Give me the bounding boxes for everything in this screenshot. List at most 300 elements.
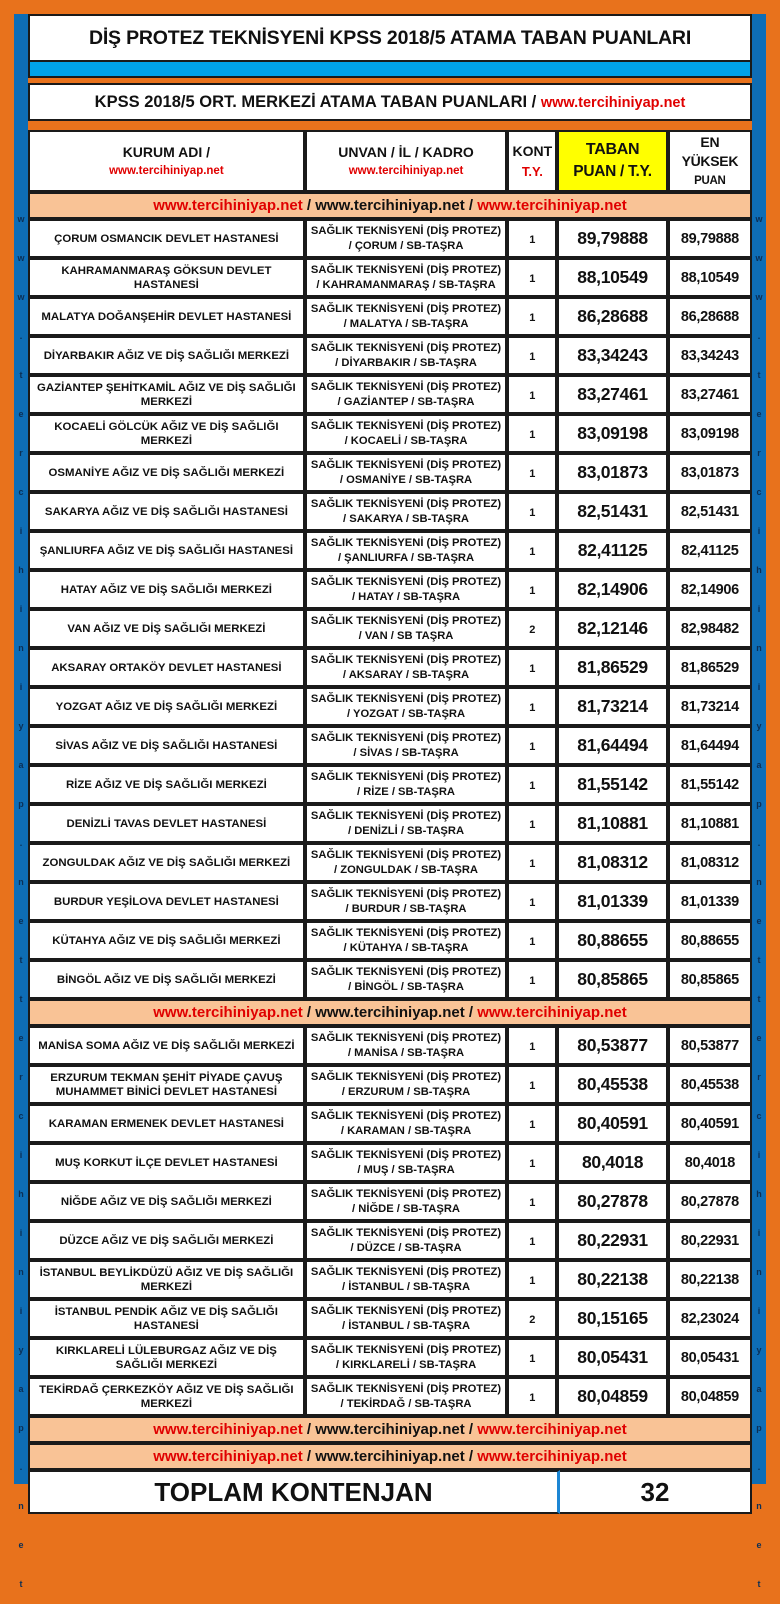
watermark-letter: t — [757, 1579, 761, 1589]
table-row — [28, 531, 752, 570]
watermark-letter: a — [756, 760, 762, 770]
cell-taban-puan — [557, 726, 667, 765]
il-kadro-text: / ÇORUM / SB-TAŞRA — [348, 239, 464, 252]
unvan-text: SAĞLIK TEKNİSYENİ (DİŞ PROTEZ) — [310, 1344, 502, 1357]
cell-taban-puan — [557, 1299, 667, 1338]
unvan-text: SAĞLIK TEKNİSYENİ (DİŞ PROTEZ) — [310, 381, 502, 394]
watermark-letter: i — [19, 682, 23, 692]
cell-en-yuksek-puan — [668, 1182, 752, 1221]
separator-url-2[interactable]: www.tercihiniyap.net — [315, 1448, 465, 1466]
cell-en-yuksek-puan — [668, 570, 752, 609]
kontenjan-value: 1 — [529, 1391, 536, 1404]
kontenjan-value: 1 — [529, 1196, 536, 1209]
table-row — [28, 1104, 752, 1143]
cell-kurum-adi — [28, 921, 305, 960]
separator-url-2[interactable]: www.tercihiniyap.net — [315, 197, 465, 215]
watermark-letter: i — [757, 682, 761, 692]
il-kadro-text: / KAHRAMANMARAŞ / SB-TAŞRA — [316, 278, 496, 291]
cell-unvan-il-kadro — [305, 531, 508, 570]
kurum-text: TEKİRDAĞ ÇERKEZKÖY AĞIZ VE DİŞ SAĞLIĞI MERKEZİ — [39, 1383, 294, 1410]
table-row — [28, 336, 752, 375]
cell-en-yuksek-puan — [668, 765, 752, 804]
cell-en-yuksek-puan — [668, 336, 752, 375]
watermark-letter: h — [756, 1189, 762, 1199]
cell-unvan-il-kadro — [305, 1299, 508, 1338]
watermark-separator-row — [28, 1443, 752, 1470]
cell-unvan-il-kadro — [305, 804, 508, 843]
kontenjan-value: 1 — [529, 389, 536, 402]
en-yuksek-puan-value: 81,10881 — [680, 815, 739, 832]
taban-puan-value: 81,10881 — [577, 813, 648, 834]
watermark-letter: . — [757, 838, 761, 848]
kurum-text: KAHRAMANMARAŞ GÖKSUN DEVLET HASTANESİ — [61, 264, 272, 291]
unvan-text: SAĞLIK TEKNİSYENİ (DİŞ PROTEZ) — [310, 615, 502, 628]
il-kadro-text: / KARAMAN / SB-TAŞRA — [340, 1124, 472, 1137]
kontenjan-value: 1 — [529, 428, 536, 441]
cell-kontenjan — [507, 609, 557, 648]
cell-taban-puan — [557, 1065, 667, 1104]
en-yuksek-puan-value: 83,09198 — [680, 425, 739, 442]
watermark-letter: i — [19, 526, 23, 536]
kontenjan-value: 1 — [529, 896, 536, 909]
watermark-separator-cell — [28, 192, 752, 219]
cell-unvan-il-kadro — [305, 726, 508, 765]
cell-kontenjan — [507, 804, 557, 843]
watermark-letter: i — [19, 1228, 23, 1238]
il-kadro-text: / MANİSA / SB-TAŞRA — [347, 1046, 465, 1059]
unvan-text: SAĞLIK TEKNİSYENİ (DİŞ PROTEZ) — [310, 849, 502, 862]
cell-en-yuksek-puan — [668, 1143, 752, 1182]
header-cell-unvan — [305, 130, 508, 192]
cell-unvan-il-kadro — [305, 1338, 508, 1377]
table-row — [28, 1299, 752, 1338]
watermark-letter: t — [757, 955, 761, 965]
en-yuksek-puan-value: 83,27461 — [680, 386, 739, 403]
table-row — [28, 765, 752, 804]
kurum-text: ŞANLIURFA AĞIZ VE DİŞ SAĞLIĞI HASTANESİ — [39, 544, 294, 557]
watermark-letter: w — [17, 214, 25, 224]
cell-en-yuksek-puan — [668, 297, 752, 336]
cell-taban-puan — [557, 531, 667, 570]
cell-kontenjan — [507, 219, 557, 258]
watermark-letter: t — [19, 994, 23, 1004]
header-taban-sublabel: PUAN / T.Y. — [573, 162, 652, 180]
cell-kurum-adi — [28, 453, 305, 492]
watermark-letter: c — [756, 1111, 762, 1121]
cell-kontenjan — [507, 1182, 557, 1221]
unvan-text: SAĞLIK TEKNİSYENİ (DİŞ PROTEZ) — [310, 1110, 502, 1123]
kontenjan-value: 1 — [529, 467, 536, 480]
taban-puan-value: 80,88655 — [577, 930, 648, 951]
en-yuksek-puan-value: 81,64494 — [680, 737, 739, 754]
header-cell-taban-puan — [557, 130, 667, 192]
kontenjan-value: 1 — [529, 935, 536, 948]
cyan-divider-bar — [28, 62, 752, 78]
unvan-text: SAĞLIK TEKNİSYENİ (DİŞ PROTEZ) — [310, 732, 502, 745]
cell-kurum-adi — [28, 1221, 305, 1260]
taban-puan-value: 80,53877 — [577, 1035, 648, 1056]
separator-url-3[interactable]: www.tercihiniyap.net — [477, 1004, 627, 1022]
en-yuksek-puan-value: 80,27878 — [680, 1193, 739, 1210]
watermark-letter: n — [756, 877, 762, 887]
kurum-text: İSTANBUL PENDİK AĞIZ VE DİŞ SAĞLIĞI HASTANESİ — [54, 1305, 278, 1332]
en-yuksek-puan-value: 81,08312 — [680, 854, 739, 871]
separator-url-3[interactable]: www.tercihiniyap.net — [477, 197, 627, 215]
cell-taban-puan — [557, 765, 667, 804]
cell-kurum-adi — [28, 804, 305, 843]
cell-taban-puan — [557, 648, 667, 687]
en-yuksek-puan-value: 82,98482 — [680, 620, 739, 637]
cell-en-yuksek-puan — [668, 1338, 752, 1377]
cell-kontenjan — [507, 726, 557, 765]
cell-kurum-adi — [28, 1026, 305, 1065]
unvan-text: SAĞLIK TEKNİSYENİ (DİŞ PROTEZ) — [310, 1071, 502, 1084]
watermark-separator-cell — [28, 999, 752, 1026]
table-row — [28, 609, 752, 648]
taban-puan-value: 80,22138 — [577, 1269, 648, 1290]
cell-taban-puan — [557, 414, 667, 453]
en-yuksek-puan-value: 86,28688 — [680, 308, 739, 325]
cell-kontenjan — [507, 258, 557, 297]
cell-kurum-adi — [28, 1104, 305, 1143]
il-kadro-text: / GAZİANTEP / SB-TAŞRA — [337, 395, 475, 408]
watermark-letter: a — [756, 1384, 762, 1394]
header-yuksek-label: EN YÜKSEK — [681, 134, 739, 169]
unvan-text: SAĞLIK TEKNİSYENİ (DİŞ PROTEZ) — [310, 303, 502, 316]
watermark-letter: i — [19, 1150, 23, 1160]
kurum-text: BİNGÖL AĞIZ VE DİŞ SAĞLIĞI MERKEZİ — [56, 973, 276, 986]
taban-puan-value: 80,45538 — [577, 1074, 648, 1095]
cell-en-yuksek-puan — [668, 1065, 752, 1104]
cell-en-yuksek-puan — [668, 1026, 752, 1065]
watermark-letter: . — [757, 1462, 761, 1472]
taban-puan-value: 83,01873 — [577, 462, 648, 483]
watermark-letter: e — [18, 409, 24, 419]
en-yuksek-puan-value: 81,01339 — [680, 893, 739, 910]
cell-unvan-il-kadro — [305, 297, 508, 336]
unvan-text: SAĞLIK TEKNİSYENİ (DİŞ PROTEZ) — [310, 1266, 502, 1279]
separator-url-1[interactable]: www.tercihiniyap.net — [153, 1421, 303, 1439]
cell-taban-puan — [557, 492, 667, 531]
watermark-letter: a — [18, 1384, 24, 1394]
unvan-text: SAĞLIK TEKNİSYENİ (DİŞ PROTEZ) — [310, 810, 502, 823]
en-yuksek-puan-value: 80,4018 — [684, 1154, 736, 1171]
taban-puan-value: 81,73214 — [577, 696, 648, 717]
unvan-text: SAĞLIK TEKNİSYENİ (DİŞ PROTEZ) — [310, 1032, 502, 1045]
kontenjan-value: 1 — [529, 545, 536, 558]
taban-puan-value: 80,27878 — [577, 1191, 648, 1212]
cell-kontenjan — [507, 882, 557, 921]
cell-kontenjan — [507, 1065, 557, 1104]
cell-en-yuksek-puan — [668, 1260, 752, 1299]
cell-taban-puan — [557, 1104, 667, 1143]
taban-puan-value: 88,10549 — [577, 267, 648, 288]
taban-puan-value: 80,04859 — [577, 1386, 648, 1407]
kontenjan-value: 1 — [529, 740, 536, 753]
total-row — [28, 1470, 752, 1514]
kurum-text: DİYARBAKIR AĞIZ VE DİŞ SAĞLIĞI MERKEZİ — [43, 349, 290, 362]
en-yuksek-puan-value: 80,05431 — [680, 1349, 739, 1366]
taban-puan-value: 82,12146 — [577, 618, 648, 639]
en-yuksek-puan-value: 81,86529 — [680, 659, 739, 676]
table-row — [28, 414, 752, 453]
cell-kurum-adi — [28, 1182, 305, 1221]
cell-en-yuksek-puan — [668, 219, 752, 258]
table-row — [28, 1143, 752, 1182]
cell-kontenjan — [507, 336, 557, 375]
total-value: 32 — [560, 1470, 752, 1514]
taban-puan-value: 81,55142 — [577, 774, 648, 795]
kurum-text: ZONGULDAK AĞIZ VE DİŞ SAĞLIĞI MERKEZİ — [42, 856, 291, 869]
watermark-letter: c — [18, 487, 24, 497]
watermark-letter: w — [17, 253, 25, 263]
header-unvan-label: UNVAN / İL / KADRO — [338, 144, 474, 161]
watermark-letter: e — [18, 916, 24, 926]
separator-slash-2: / — [464, 1421, 478, 1439]
cell-en-yuksek-puan — [668, 1377, 752, 1416]
watermark-letter: n — [756, 1501, 762, 1511]
table-row — [28, 1221, 752, 1260]
cell-kurum-adi — [28, 609, 305, 648]
watermark-letter: i — [19, 1306, 23, 1316]
kontenjan-value: 1 — [529, 1118, 536, 1131]
taban-puan-value: 81,64494 — [577, 735, 648, 756]
cell-en-yuksek-puan — [668, 1104, 752, 1143]
cell-unvan-il-kadro — [305, 843, 508, 882]
cell-kurum-adi — [28, 297, 305, 336]
cell-taban-puan — [557, 843, 667, 882]
cell-kontenjan — [507, 648, 557, 687]
taban-puan-value: 82,51431 — [577, 501, 648, 522]
watermark-letter: r — [757, 1072, 761, 1082]
table-row — [28, 1182, 752, 1221]
kurum-text: YOZGAT AĞIZ VE DİŞ SAĞLIĞI MERKEZİ — [55, 700, 278, 713]
table-row — [28, 453, 752, 492]
watermark-separator-row — [28, 999, 752, 1026]
separator-slash-2: / — [464, 1448, 478, 1466]
cell-en-yuksek-puan — [668, 531, 752, 570]
unvan-text: SAĞLIK TEKNİSYENİ (DİŞ PROTEZ) — [310, 537, 502, 550]
cell-taban-puan — [557, 609, 667, 648]
table-row — [28, 960, 752, 999]
cell-unvan-il-kadro — [305, 765, 508, 804]
separator-url-2[interactable]: www.tercihiniyap.net — [315, 1004, 465, 1022]
kontenjan-value: 1 — [529, 1235, 536, 1248]
taban-puan-value: 80,85865 — [577, 969, 648, 990]
kontenjan-value: 1 — [529, 701, 536, 714]
kurum-text: KÜTAHYA AĞIZ VE DİŞ SAĞLIĞI MERKEZİ — [52, 934, 281, 947]
cell-unvan-il-kadro — [305, 1143, 508, 1182]
en-yuksek-puan-value: 89,79888 — [680, 230, 739, 247]
kontenjan-value: 1 — [529, 974, 536, 987]
il-kadro-text: / DENİZLİ / SB-TAŞRA — [348, 824, 465, 837]
kurum-text: İSTANBUL BEYLİKDÜZÜ AĞIZ VE DİŞ SAĞLIĞI MERKEZİ — [39, 1266, 294, 1293]
separator-url-1[interactable]: www.tercihiniyap.net — [153, 197, 303, 215]
cell-kontenjan — [507, 843, 557, 882]
en-yuksek-puan-value: 82,23024 — [680, 1310, 739, 1327]
unvan-text: SAĞLIK TEKNİSYENİ (DİŞ PROTEZ) — [310, 1227, 502, 1240]
scores-table — [28, 130, 752, 1470]
watermark-letter: y — [18, 1345, 24, 1355]
cell-kontenjan — [507, 765, 557, 804]
unvan-text: SAĞLIK TEKNİSYENİ (DİŞ PROTEZ) — [310, 342, 502, 355]
taban-puan-value: 80,40591 — [577, 1113, 648, 1134]
cell-unvan-il-kadro — [305, 921, 508, 960]
table-row — [28, 687, 752, 726]
il-kadro-text: / SAKARYA / SB-TAŞRA — [343, 512, 470, 525]
cell-taban-puan — [557, 258, 667, 297]
taban-puan-value: 81,01339 — [577, 891, 648, 912]
taban-puan-value: 82,14906 — [577, 579, 648, 600]
watermark-letter: h — [18, 565, 24, 575]
watermark-letter: n — [18, 877, 24, 887]
kurum-text: AKSARAY ORTAKÖY DEVLET HASTANESİ — [51, 661, 282, 674]
cell-unvan-il-kadro — [305, 570, 508, 609]
watermark-letter: n — [756, 1267, 762, 1277]
watermark-letter: e — [18, 1033, 24, 1043]
taban-puan-value: 89,79888 — [577, 228, 648, 249]
separator-url-3[interactable]: www.tercihiniyap.net — [477, 1421, 627, 1439]
kurum-text: VAN AĞIZ VE DİŞ SAĞLIĞI MERKEZİ — [67, 622, 266, 635]
unvan-text: SAĞLIK TEKNİSYENİ (DİŞ PROTEZ) — [310, 693, 502, 706]
watermark-letter: y — [756, 721, 762, 731]
cell-taban-puan — [557, 1143, 667, 1182]
il-kadro-text: / KIRKLARELİ / SB-TAŞRA — [335, 1358, 477, 1371]
watermark-letter: n — [18, 1267, 24, 1277]
taban-puan-value: 80,15165 — [577, 1308, 648, 1329]
cell-kurum-adi — [28, 414, 305, 453]
separator-url-1[interactable]: www.tercihiniyap.net — [153, 1448, 303, 1466]
table-header-row — [28, 130, 752, 192]
kurum-text: GAZİANTEP ŞEHİTKAMİL AĞIZ VE DİŞ SAĞLIĞI MERKEZİ — [37, 381, 296, 408]
cell-unvan-il-kadro — [305, 960, 508, 999]
cell-en-yuksek-puan — [668, 375, 752, 414]
kurum-text: MANİSA SOMA AĞIZ VE DİŞ SAĞLIĞI MERKEZİ — [38, 1039, 295, 1052]
cell-kontenjan — [507, 492, 557, 531]
header-kont-sublabel: T.Y. — [521, 163, 543, 179]
cell-taban-puan — [557, 297, 667, 336]
subtitle-main-text: KPSS 2018/5 ORT. MERKEZİ ATAMA TABAN PUANLARI / — [94, 93, 541, 111]
cell-kontenjan — [507, 921, 557, 960]
kontenjan-value: 2 — [529, 623, 536, 636]
kontenjan-value: 1 — [529, 584, 536, 597]
kurum-text: BURDUR YEŞİLOVA DEVLET HASTANESİ — [53, 895, 279, 908]
kurum-text: MUŞ KORKUT İLÇE DEVLET HASTANESİ — [55, 1156, 278, 1169]
cell-kurum-adi — [28, 531, 305, 570]
watermark-letter: i — [757, 604, 761, 614]
watermark-letter: w — [755, 253, 763, 263]
cell-kontenjan — [507, 453, 557, 492]
watermark-letter: y — [756, 1345, 762, 1355]
kontenjan-value: 1 — [529, 662, 536, 675]
cell-kontenjan — [507, 414, 557, 453]
cell-kurum-adi — [28, 570, 305, 609]
cell-unvan-il-kadro — [305, 219, 508, 258]
watermark-letter: e — [756, 409, 762, 419]
header-yuksek-sublabel: PUAN — [694, 174, 726, 187]
unvan-text: SAĞLIK TEKNİSYENİ (DİŞ PROTEZ) — [310, 1305, 502, 1318]
en-yuksek-puan-value: 82,41125 — [681, 542, 739, 559]
taban-puan-value: 81,08312 — [577, 852, 648, 873]
subtitle-url-link[interactable]: www.tercihiniyap.net — [540, 95, 686, 111]
cell-taban-puan — [557, 960, 667, 999]
table-row — [28, 1260, 752, 1299]
cell-taban-puan — [557, 1338, 667, 1377]
watermark-letter: a — [18, 760, 24, 770]
watermark-letter: r — [19, 448, 23, 458]
cell-kontenjan — [507, 960, 557, 999]
il-kadro-text: / TEKİRDAĞ / SB-TAŞRA — [340, 1397, 472, 1410]
separator-slash-1: / — [302, 1421, 316, 1439]
cell-kurum-adi — [28, 843, 305, 882]
watermark-letter: . — [19, 1462, 23, 1472]
kontenjan-value: 1 — [529, 1157, 536, 1170]
il-kadro-text: / YOZGAT / SB-TAŞRA — [346, 707, 466, 720]
table-row — [28, 375, 752, 414]
il-kadro-text: / DİYARBAKIR / SB-TAŞRA — [335, 356, 477, 369]
en-yuksek-puan-value: 80,85865 — [680, 971, 739, 988]
cell-taban-puan — [557, 882, 667, 921]
cell-en-yuksek-puan — [668, 726, 752, 765]
unvan-text: SAĞLIK TEKNİSYENİ (DİŞ PROTEZ) — [310, 459, 502, 472]
header-kurum-url[interactable]: www.tercihiniyap.net — [109, 165, 224, 178]
cell-en-yuksek-puan — [668, 960, 752, 999]
kurum-text: DÜZCE AĞIZ VE DİŞ SAĞLIĞI MERKEZİ — [59, 1234, 274, 1247]
cell-taban-puan — [557, 1260, 667, 1299]
cell-en-yuksek-puan — [668, 648, 752, 687]
watermark-letter: c — [18, 1111, 24, 1121]
cell-kontenjan — [507, 687, 557, 726]
kurum-text: ERZURUM TEKMAN ŞEHİT PİYADE ÇAVUŞ MUHAMMET BİNİCİ DEVLET HASTANESİ — [50, 1071, 283, 1098]
watermark-letter: e — [756, 1540, 762, 1550]
separator-slash-1: / — [302, 1448, 316, 1466]
watermark-separator-row — [28, 192, 752, 219]
unvan-text: SAĞLIK TEKNİSYENİ (DİŞ PROTEZ) — [310, 420, 502, 433]
cell-en-yuksek-puan — [668, 882, 752, 921]
separator-url-3[interactable]: www.tercihiniyap.net — [477, 1448, 627, 1466]
taban-puan-value: 83,09198 — [577, 423, 648, 444]
header-unvan-url[interactable]: www.tercihiniyap.net — [348, 165, 464, 178]
content-sheet — [28, 14, 752, 1508]
cell-unvan-il-kadro — [305, 1104, 508, 1143]
cell-kontenjan — [507, 1143, 557, 1182]
separator-url-1[interactable]: www.tercihiniyap.net — [153, 1004, 303, 1022]
cell-taban-puan — [557, 1377, 667, 1416]
kurum-text: MALATYA DOĞANŞEHİR DEVLET HASTANESİ — [41, 310, 292, 323]
unvan-text: SAĞLIK TEKNİSYENİ (DİŞ PROTEZ) — [310, 966, 502, 979]
separator-slash-1: / — [302, 1004, 316, 1022]
unvan-text: SAĞLIK TEKNİSYENİ (DİŞ PROTEZ) — [310, 1383, 502, 1396]
table-row — [28, 726, 752, 765]
watermark-letter: t — [19, 370, 23, 380]
en-yuksek-puan-value: 81,73214 — [680, 698, 739, 715]
cell-taban-puan — [557, 1221, 667, 1260]
watermark-letter: . — [757, 331, 761, 341]
kurum-text: SİVAS AĞIZ VE DİŞ SAĞLIĞI HASTANESİ — [55, 739, 278, 752]
cell-kurum-adi — [28, 336, 305, 375]
table-row — [28, 648, 752, 687]
separator-slash-1: / — [302, 197, 316, 215]
cell-unvan-il-kadro — [305, 453, 508, 492]
kontenjan-value: 1 — [529, 857, 536, 870]
separator-url-2[interactable]: www.tercihiniyap.net — [315, 1421, 465, 1439]
page-title: DİŞ PROTEZ TEKNİSYENİ KPSS 2018/5 ATAMA TABAN PUANLARI — [28, 14, 752, 62]
watermark-letter: i — [757, 1228, 761, 1238]
kurum-text: RİZE AĞIZ VE DİŞ SAĞLIĞI MERKEZİ — [65, 778, 267, 791]
cell-kontenjan — [507, 1260, 557, 1299]
kontenjan-value: 1 — [529, 272, 536, 285]
header-cell-en-yuksek-puan — [668, 130, 752, 192]
